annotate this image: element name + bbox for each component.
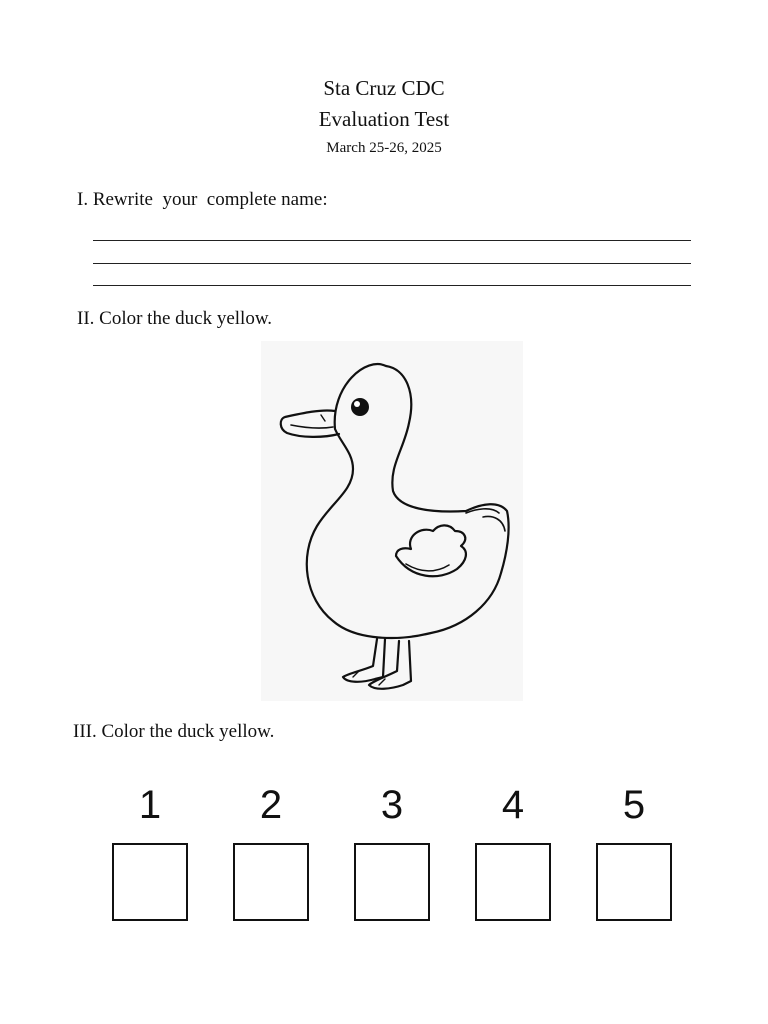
duck-body-outline bbox=[307, 364, 509, 638]
number-item-2 bbox=[233, 780, 309, 830]
number-label: 5 bbox=[622, 783, 646, 827]
duck-beak bbox=[281, 410, 339, 436]
name-writing-line-3[interactable] bbox=[93, 285, 691, 286]
duck-outline-drawing bbox=[261, 341, 523, 701]
duck-eye bbox=[351, 398, 369, 416]
number-item-5 bbox=[596, 780, 672, 830]
number-boxes-row bbox=[0, 780, 768, 940]
test-date: March 25-26, 2025 bbox=[326, 140, 442, 156]
answer-box-4[interactable] bbox=[475, 843, 551, 921]
number-label: 1 bbox=[138, 783, 162, 827]
answer-box-3[interactable] bbox=[354, 843, 430, 921]
number-label: 3 bbox=[380, 783, 404, 827]
answer-box-2[interactable] bbox=[233, 843, 309, 921]
duck-leg-left bbox=[343, 639, 385, 682]
number-label: 4 bbox=[501, 783, 525, 827]
section-1-instruction: I. Rewrite your complete name: bbox=[77, 189, 328, 210]
name-writing-line-2[interactable] bbox=[93, 263, 691, 264]
section-2-instruction: II. Color the duck yellow. bbox=[77, 308, 273, 329]
duck-coloring-image[interactable] bbox=[261, 341, 523, 701]
name-writing-line-1[interactable] bbox=[93, 240, 691, 241]
school-name: Sta Cruz CDC bbox=[323, 76, 445, 100]
section-3-instruction: III. Color the duck yellow. bbox=[73, 721, 275, 742]
number-label: 2 bbox=[259, 783, 283, 827]
number-item-4 bbox=[475, 780, 551, 830]
test-title: Evaluation Test bbox=[318, 107, 450, 131]
duck-wing bbox=[396, 525, 466, 576]
number-item-1 bbox=[112, 780, 188, 830]
answer-box-1[interactable] bbox=[112, 843, 188, 921]
number-item-3 bbox=[354, 780, 430, 830]
answer-box-5[interactable] bbox=[596, 843, 672, 921]
